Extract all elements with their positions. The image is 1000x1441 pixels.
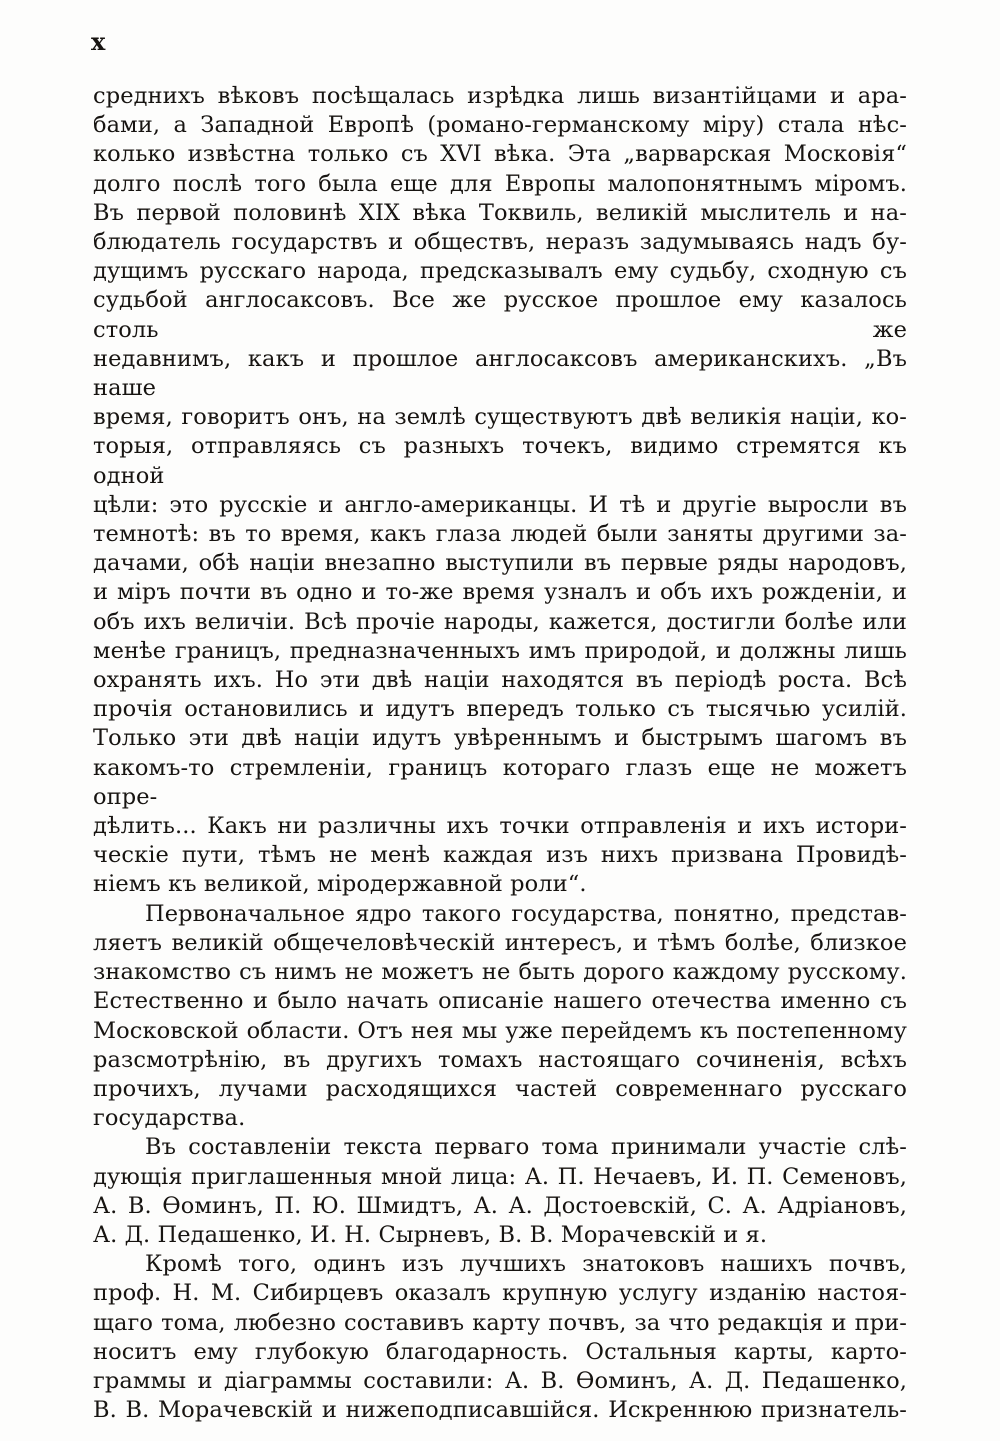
text-line: дущимъ русскаго народа, предсказывалъ ему судьбу, сходную съ (93, 258, 907, 285)
text-line: ляетъ великій общечеловѣческій интересъ, и тѣмъ болѣе, близкое (93, 929, 907, 956)
text-line: А. В. Ѳоминъ, П. Ю. Шмидтъ, А. А. Достоевскій, С. А. Адріановъ, (93, 1192, 907, 1219)
text-line: дачами, обѣ націи внезапно выступили въ первые ряды народовъ, (93, 550, 907, 577)
text-line: дѣлить... Какъ ни различны ихъ точки отправленія и ихъ истори- (93, 813, 907, 840)
text-line: Кромѣ того, одинъ изъ лучшихъ знатоковъ нашихъ почвъ, (145, 1251, 907, 1278)
text-line: Первоначальное ядро такого государства, понятно, представ- (145, 900, 907, 927)
text-line: время, говоритъ онъ, на землѣ существуютъ двѣ великія націи, ко- (93, 404, 907, 431)
text-line: бами, а Западной Европѣ (романо-германскому міру) стала нѣс- (93, 112, 907, 139)
paragraph (93, 1133, 907, 1250)
text-line: среднихъ вѣковъ посѣщалась изрѣдка лишь византійцами и ара- (93, 83, 907, 109)
text-line: торыя, отправляясь съ разныхъ точекъ, видимо стремятся къ одной (93, 433, 907, 489)
text-line: темнотѣ: въ то время, какъ глаза людей были заняты другими за- (93, 521, 907, 548)
text-line: блюдатель государствъ и обществъ, неразъ задумываясь надъ бу- (93, 229, 907, 256)
text-line: прочихъ, лучами расходящихся частей современнаго русскаго (93, 1075, 907, 1102)
text-line: колько извѣстна только съ XVI вѣка. Эта „варварская Московія“ (93, 141, 907, 168)
text-line: менѣе границъ, предназначенныхъ имъ природой, и должны лишь (93, 637, 907, 664)
text-line: А. Д. Педашенко, И. Н. Сырневъ, В. В. Морачевскій и я. (93, 1221, 768, 1248)
text-line: судьбой англосаксовъ. Все же русское прошлое ему казалось столь же (93, 287, 907, 343)
text-block (93, 82, 907, 1425)
page-number: x (91, 27, 106, 56)
text-line: долго послѣ того была еще для Европы малопонятнымъ міромъ. (93, 170, 907, 197)
text-line: В. В. Морачевскій и нижеподписавшійся. Искреннюю признатель- (93, 1397, 907, 1424)
text-line: носитъ ему глубокую благодарность. Остальныя карты, карто- (93, 1338, 907, 1365)
text-line: разсмотрѣнію, въ другихъ томахъ настоящаго сочиненія, всѣхъ (93, 1046, 907, 1073)
paragraph (93, 82, 907, 900)
text-line: цѣли: это русскіе и англо-американцы. И тѣ и другіе выросли въ (93, 491, 907, 518)
text-line: щаго тома, любезно составивъ карту почвъ, за что редакція и при- (93, 1309, 907, 1336)
text-line: Въ составленіи текста перваго тома принимали участіе слѣ- (145, 1134, 907, 1161)
text-line: охранять ихъ. Но эти двѣ націи находятся въ періодѣ роста. Всѣ (93, 667, 907, 694)
text-line: какомъ-то стремленіи, границъ котораго глазъ еще не можетъ опре- (93, 754, 907, 810)
text-line: проф. Н. М. Сибирцевъ оказалъ крупную услугу изданію настоя- (93, 1280, 907, 1307)
text-line: ніемъ къ великой, міродержавной роли“. (93, 871, 587, 898)
text-line: и міръ почти въ одно и то-же время узналъ и объ ихъ рожденіи, и (93, 579, 907, 606)
text-line: недавнимъ, какъ и прошлое англосаксовъ американскихъ. „Въ наше (93, 345, 907, 402)
text-line: Только эти двѣ націи идутъ увѣреннымъ и быстрымъ шагомъ въ (93, 725, 907, 752)
text-line: Въ первой половинѣ XIX вѣка Токвиль, великій мыслитель и на- (93, 199, 907, 226)
paragraph (93, 1250, 907, 1425)
text-line: дующія приглашенныя мной лица: А. П. Нечаевъ, И. П. Семеновъ, (93, 1163, 907, 1190)
text-line: знакомство съ нимъ не можетъ не быть дорого каждому русскому. (93, 959, 907, 986)
text-line: государства. (93, 1105, 246, 1132)
paragraph (93, 900, 907, 1134)
text-line: Естественно и было начать описаніе нашего отечества именно съ (93, 988, 907, 1015)
text-line: Московской области. Отъ нея мы уже перейдемъ къ постепенному (93, 1017, 907, 1044)
text-line: граммы и діаграммы составили: А. В. Ѳоминъ, А. Д. Педашенко, (93, 1367, 907, 1394)
text-line: ческіе пути, тѣмъ не менѣ каждая изъ нихъ призвана Провидѣ- (93, 842, 907, 869)
text-line: объ ихъ величіи. Всѣ прочіе народы, кажется, достигли болѣе или (93, 608, 907, 635)
text-line: прочія остановились и идутъ впередъ только съ тысячью усилій. (93, 696, 907, 723)
